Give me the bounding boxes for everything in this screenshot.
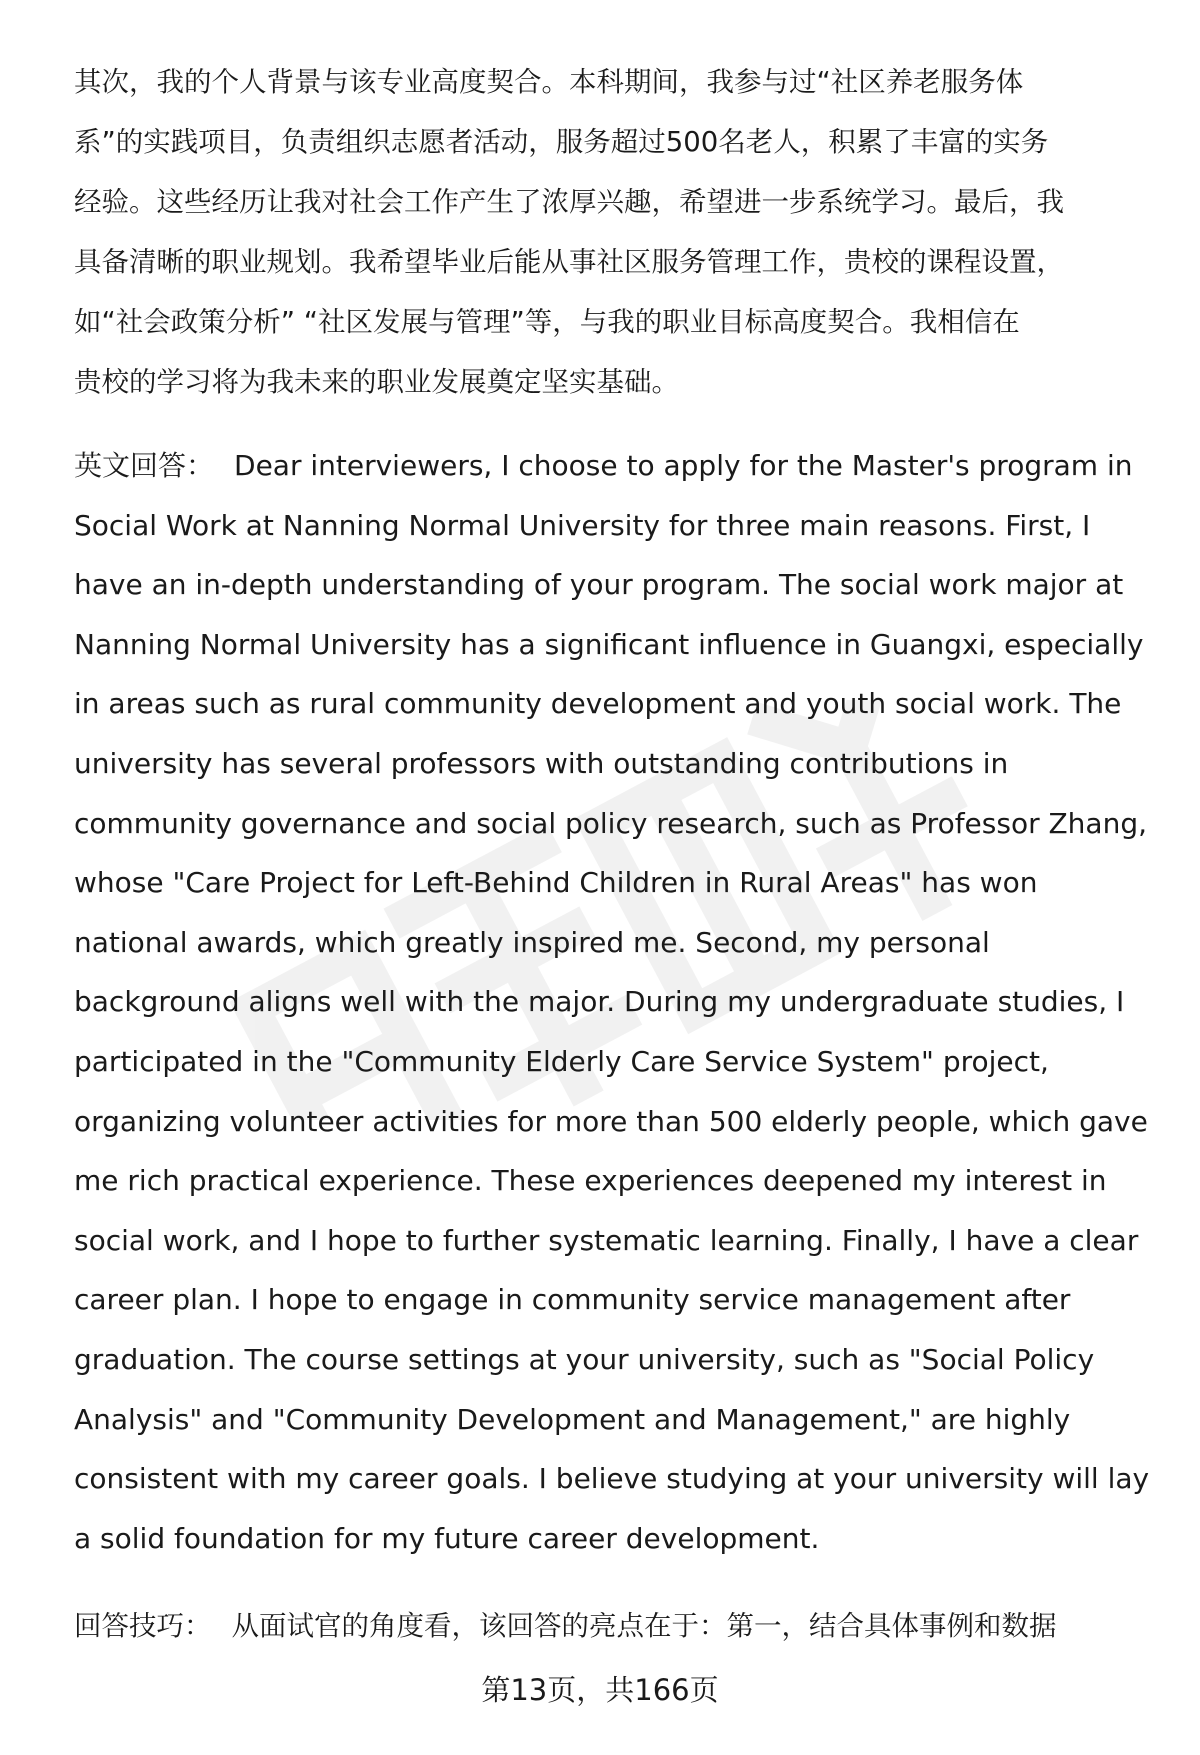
paragraph-line: national awards, which greatly inspired me. Second, my personal: [74, 925, 990, 959]
english-answer-label: 英文回答：: [74, 449, 215, 482]
paragraph-line: participated in the "Community Elderly Care Service System" project,: [74, 1044, 1049, 1078]
paragraph-line: me rich practical experience. These experiences deepened my interest in: [74, 1164, 1107, 1198]
paragraph-line: Social Work at Nanning Normal University for three main reasons. First, I: [74, 508, 1091, 542]
paragraph-line: Analysis" and "Community Development and Management," are highly: [74, 1402, 1071, 1436]
paragraph-line: social work, and I hope to further systematic learning. Finally, I have a clear: [74, 1223, 1139, 1257]
answer-tips-line: [74, 1596, 1164, 1656]
paragraph-line: consistent with my career goals. I believe studying at your university will lay: [74, 1462, 1150, 1496]
english-answer-text: Dear interviewers, I choose to apply for the Master's program in: [234, 449, 1133, 482]
paragraph-line: have an in-depth understanding of your program. The social work major at: [74, 568, 1124, 602]
paragraph-line: career plan. I hope to engage in community service management after: [74, 1283, 1071, 1317]
paragraph-line: university has several professors with outstanding contributions in: [74, 746, 1009, 780]
paragraph-line: 其次，我的个人背景与该专业高度契合。本科期间，我参与过“社区养老服务体: [74, 66, 1024, 98]
paragraph-line: 系”的实践项目，负责组织志愿者活动，服务超过500名老人，积累了丰富的实务: [74, 126, 1049, 158]
chinese-paragraph: [74, 52, 1164, 412]
paragraph-line: a solid foundation for my future career development.: [74, 1521, 820, 1555]
paragraph-line: in areas such as rural community development and youth social work. The: [74, 687, 1122, 721]
paragraph-line: community governance and social policy research, such as Professor Zhang,: [74, 806, 1148, 840]
paragraph-line: 具备清晰的职业规划。我希望毕业后能从事社区服务管理工作，贵校的课程设置，: [74, 246, 1064, 278]
paragraph-line: background aligns well with the major. During my undergraduate studies, I: [74, 985, 1125, 1019]
english-answer-paragraph: [74, 436, 1164, 1568]
english-answer-first-line: [74, 436, 1164, 496]
page-number-footer: 第13页，共166页: [481, 1673, 719, 1707]
paragraph-line: graduation. The course settings at your university, such as "Social Policy: [74, 1342, 1095, 1376]
answer-tips-paragraph: [74, 1596, 1164, 1656]
paragraph-line: whose "Care Project for Left-Behind Children in Rural Areas" has won: [74, 866, 1038, 900]
paragraph-line: 贵校的学习将为我未来的职业发展奠定坚实基础。: [74, 366, 679, 398]
paragraph-line: 经验。这些经历让我对社会工作产生了浓厚兴趣，希望进一步系统学习。最后，我: [74, 186, 1064, 218]
answer-tips-label: 回答技巧：: [74, 1610, 212, 1642]
answer-tips-text: 从面试官的角度看，该回答的亮点在于：第一，结合具体事例和数据: [231, 1610, 1057, 1642]
paragraph-line: Nanning Normal University has a significant influence in Guangxi, especially: [74, 627, 1144, 661]
paragraph-line: organizing volunteer activities for more than 500 elderly people, which gave: [74, 1104, 1148, 1138]
paragraph-line: 如“社会政策分析” “社区发展与管理”等，与我的职业目标高度契合。我相信在: [74, 306, 1020, 338]
